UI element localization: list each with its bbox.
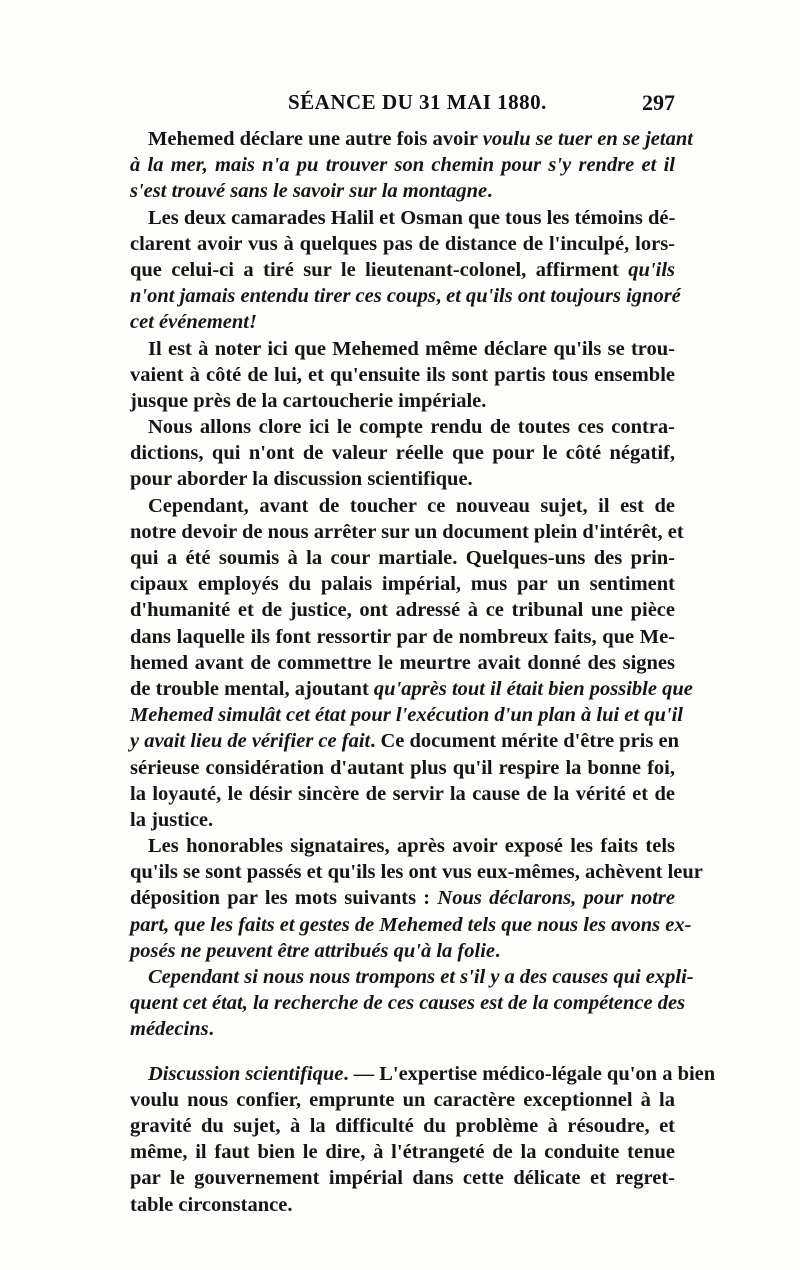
italic-text: part, que les faits et gestes de Mehemed tels que nous les avons ex- [130,913,692,936]
italic-text: Mehemed simulât cet état pour l'exécution d'un plan à lui et qu'il [130,704,683,727]
italic-text: médecins [130,1018,209,1041]
text-line [130,1016,675,1042]
text-line [130,257,675,283]
text: même, il faut bien le dire, à l'étrangeté de la conduite tenue [130,1141,675,1164]
text: d'humanité et de justice, ont adressé à ce tribunal une pièce [130,599,675,622]
text-line [130,152,675,178]
text-line [130,545,675,571]
paragraph [130,414,675,493]
text: jusque près de la cartoucherie impériale. [130,389,487,412]
text: vaient à côté de lui, et qu'ensuite ils sont partis tous ensemble [130,363,675,386]
text: hemed avant de commettre le meurtre avait donné des signes [130,651,675,674]
text: la justice. [130,808,214,831]
text: qui a été soumis à la cour martiale. Quelques-uns des prin- [130,547,675,569]
text: . — L'expertise médico-légale qu'on a bien [343,1062,716,1085]
running-head [130,90,675,124]
text: table circonstance. [130,1193,293,1216]
text: notre devoir de nous arrêter sur un document plein d'intérêt, et [130,520,684,543]
text: . [495,939,501,962]
text-line [130,807,675,833]
text-line [130,755,675,781]
text: voulu nous confier, emprunte un caractère exceptionnel à la [130,1088,675,1111]
body-text [130,126,716,1218]
text: pour aborder la discussion scientifique. [130,468,473,491]
text-line [130,702,683,728]
italic-text: n'ont jamais entendu tirer ces coups [130,285,436,308]
text: de trouble mental, ajoutant [130,677,374,700]
text-line [130,571,675,597]
text: . Ce document mérite d'être pris en [370,730,679,753]
italic-text: Nous déclarons, pour notre [437,887,675,910]
paragraph [130,336,675,415]
paragraph [130,493,693,833]
paragraph [130,1061,716,1218]
text: déposition par les mots suivants : [130,887,438,910]
text-line [130,1087,675,1113]
italic-text: s'est trouvé sans le savoir sur la montagne [130,180,488,203]
text-line [130,1113,675,1139]
text: par le gouvernement impérial dans cette délicate et regret- [130,1167,675,1190]
text: gravité du sujet, à la difficulté du problème à résoudre, et [130,1114,675,1137]
italic-text: y avait lieu de vérifier ce fait [130,730,371,753]
text-line [130,650,675,676]
section-gap [130,1043,675,1061]
text-line [130,362,675,388]
text-line [130,205,675,231]
text-line [130,309,675,335]
paragraph [130,205,681,336]
italic-text: Discussion scientifique [148,1062,344,1085]
text-line [130,1061,716,1087]
italic-text: voulu se tuer en se jetant [482,128,693,150]
text: que celui-ci a tiré sur le lieutenant-colonel, affirment [130,258,629,281]
text-line [130,1192,675,1218]
text-line [130,1139,675,1165]
italic-text: qu'après tout il était bien possible que [373,677,693,700]
paragraph [130,964,694,1043]
text: cipaux employés du palais impérial, mus par un sentiment [130,573,675,596]
italic-text: qu'ils [628,258,675,281]
text-line [130,885,675,911]
text: Les deux camarades Halil et Osman que tous les témoins dé- [148,206,676,229]
text-line [130,624,675,650]
text-line [130,466,675,492]
italic-text: posés ne peuvent être attribués qu'à la folie [130,939,495,962]
text-line [130,990,686,1016]
italic-text: à la mer, mais n'a pu trouver son chemin pour s'y rendre et il [130,154,675,177]
text-line [130,964,694,990]
text-line [130,859,703,885]
text: dictions, qui n'ont de valeur réelle que pour le côté négatif, [130,442,675,465]
text: la loyauté, le désir sincère de servir la cause de la vérité et de [130,782,675,805]
text-line [130,912,692,938]
text-line [130,519,684,545]
text-line [130,414,675,440]
paragraph [130,833,703,964]
text-line [130,283,681,309]
italic-text: cet événement! [130,311,257,334]
text-line [130,833,675,859]
text-line [130,597,675,623]
text: dans laquelle ils font ressortir par de nombreux faits, que Me- [130,625,675,648]
italic-text: et qu'ils ont toujours ignoré [446,285,681,308]
text: Nous allons clore ici le compte rendu de toutes ces contra- [148,416,675,439]
text-line [130,938,675,964]
text: , [435,285,447,308]
text-line [130,440,675,466]
page-number: 297 [642,90,675,115]
text-line [130,336,675,362]
text-line [130,388,675,414]
text: clarent avoir vus à quelques pas de distance de l'inculpé, lors- [130,232,675,255]
text: qu'ils se sont passés et qu'ils les ont vus eux-mêmes, achèvent leur [130,861,703,884]
text: Mehemed déclare une autre fois avoir [148,128,483,150]
text-line [130,676,693,702]
text: Les honorables signataires, après avoir exposé les faits tels [148,835,675,858]
text: Cependant, avant de toucher ce nouveau sujet, il est de [148,494,675,517]
text-line [130,178,675,204]
text: . [208,1018,214,1041]
text-line [130,231,675,257]
paragraph [130,126,693,205]
text-line [130,126,693,152]
text-line [130,728,679,754]
text-line [130,1165,675,1191]
text: . [487,180,493,203]
text-line [130,781,675,807]
italic-text: Cependant si nous nous trompons et s'il y a des causes qui expli- [148,966,694,988]
text-line [130,493,675,519]
italic-text: quent cet état, la recherche de ces causes est de la compétence des [130,992,686,1015]
text: sérieuse considération d'autant plus qu'il respire la bonne foi, [130,756,675,779]
running-head-title: SÉANCE DU 31 MAI 1880. [288,90,547,114]
text: Il est à noter ici que Mehemed même déclare qu'ils se trou- [148,337,675,360]
